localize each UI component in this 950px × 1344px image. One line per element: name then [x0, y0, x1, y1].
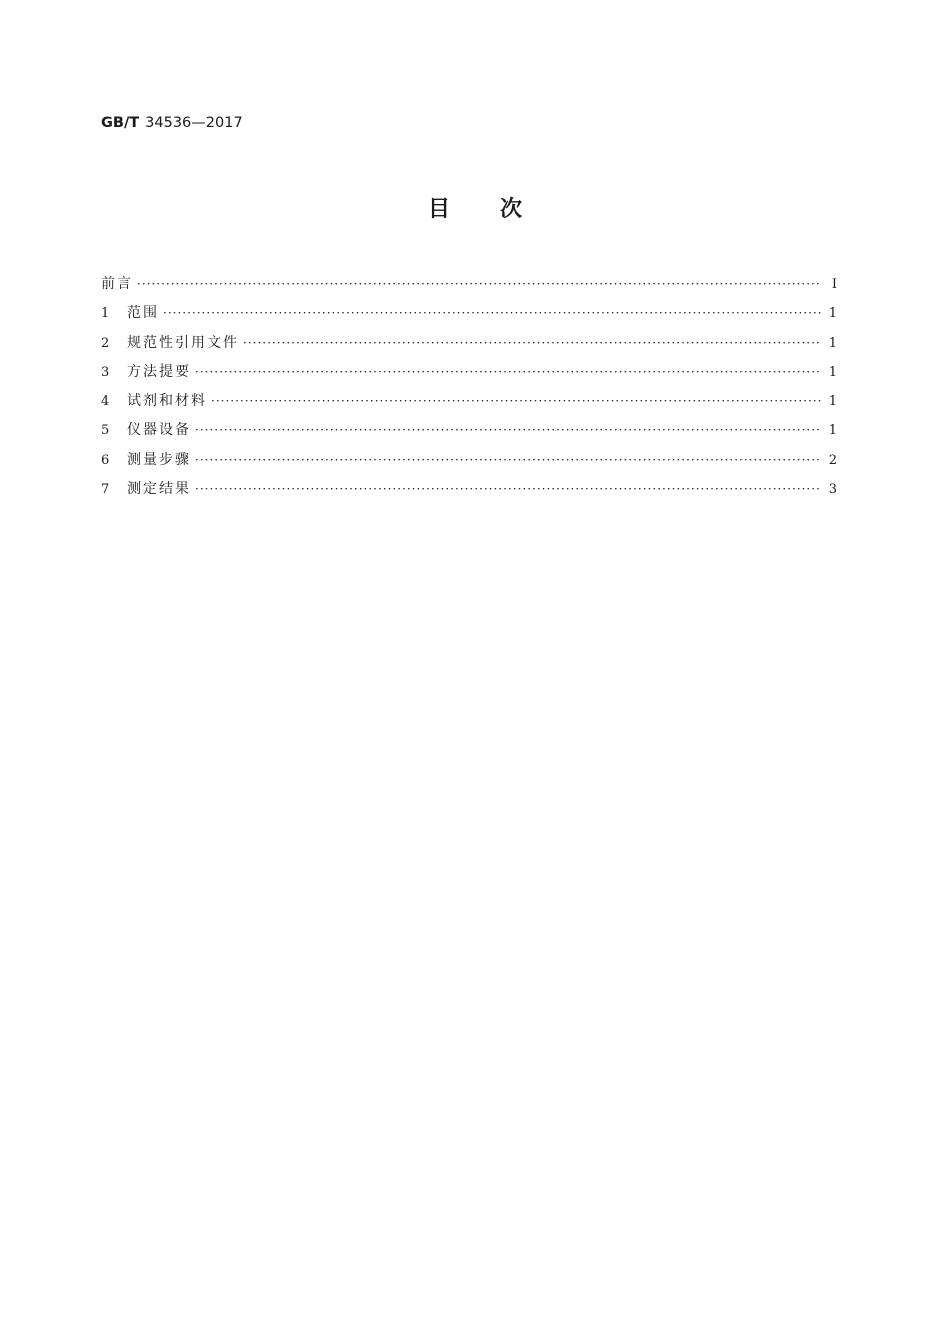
toc-entry-page: 2 — [828, 452, 837, 468]
toc-entry-label: 前言 — [101, 276, 133, 292]
toc-dot-leader — [137, 273, 821, 295]
toc-entry-page: 1 — [828, 394, 837, 410]
toc-dot-leader — [243, 332, 821, 354]
toc-entry-2[interactable] — [101, 332, 837, 361]
toc-entry-number: 3 — [101, 364, 110, 380]
toc-entry-5[interactable] — [101, 419, 837, 448]
toc-entry-number: 5 — [101, 423, 110, 439]
toc-entry-page: 1 — [828, 335, 837, 351]
toc-entry-6[interactable] — [101, 449, 837, 478]
standard-code — [101, 114, 243, 132]
toc-title — [0, 196, 950, 224]
toc-entry-foreword[interactable] — [101, 273, 837, 302]
toc-entry-page: 3 — [828, 482, 837, 498]
toc-dot-leader — [195, 478, 821, 500]
table-of-contents — [101, 273, 837, 507]
toc-entry-1[interactable] — [101, 302, 837, 331]
toc-entry-label: 仪器设备 — [127, 422, 191, 439]
toc-entry-label: 试剂和材料 — [127, 393, 207, 410]
toc-dot-leader — [211, 390, 821, 412]
toc-entry-label: 测定结果 — [127, 481, 191, 498]
toc-entry-4[interactable] — [101, 390, 837, 419]
toc-entry-label: 规范性引用文件 — [127, 334, 239, 351]
standard-prefix: GB/T — [101, 115, 140, 131]
toc-entry-3[interactable] — [101, 361, 837, 390]
toc-dot-leader — [163, 302, 821, 324]
standard-number: 34536—2017 — [145, 115, 243, 131]
toc-entry-number: 7 — [101, 482, 110, 498]
toc-entry-number: 4 — [101, 394, 110, 410]
toc-entry-page: 1 — [828, 423, 837, 439]
toc-entry-number: 6 — [101, 452, 110, 468]
toc-title-char-1: 目 — [427, 197, 450, 222]
toc-dot-leader — [195, 449, 821, 471]
toc-dot-leader — [195, 361, 821, 383]
toc-entry-number: 2 — [101, 335, 110, 351]
toc-title-char-2: 次 — [500, 197, 523, 222]
toc-entry-page: 1 — [828, 306, 837, 322]
toc-dot-leader — [195, 419, 821, 441]
toc-entry-number: 1 — [101, 306, 110, 322]
toc-entry-label: 方法提要 — [127, 363, 191, 380]
toc-entry-label: 范围 — [127, 305, 159, 322]
toc-entry-page: Ⅰ — [831, 277, 837, 292]
toc-entry-label: 测量步骤 — [127, 451, 191, 468]
toc-entry-7[interactable] — [101, 478, 837, 507]
toc-entry-page: 1 — [828, 364, 837, 380]
